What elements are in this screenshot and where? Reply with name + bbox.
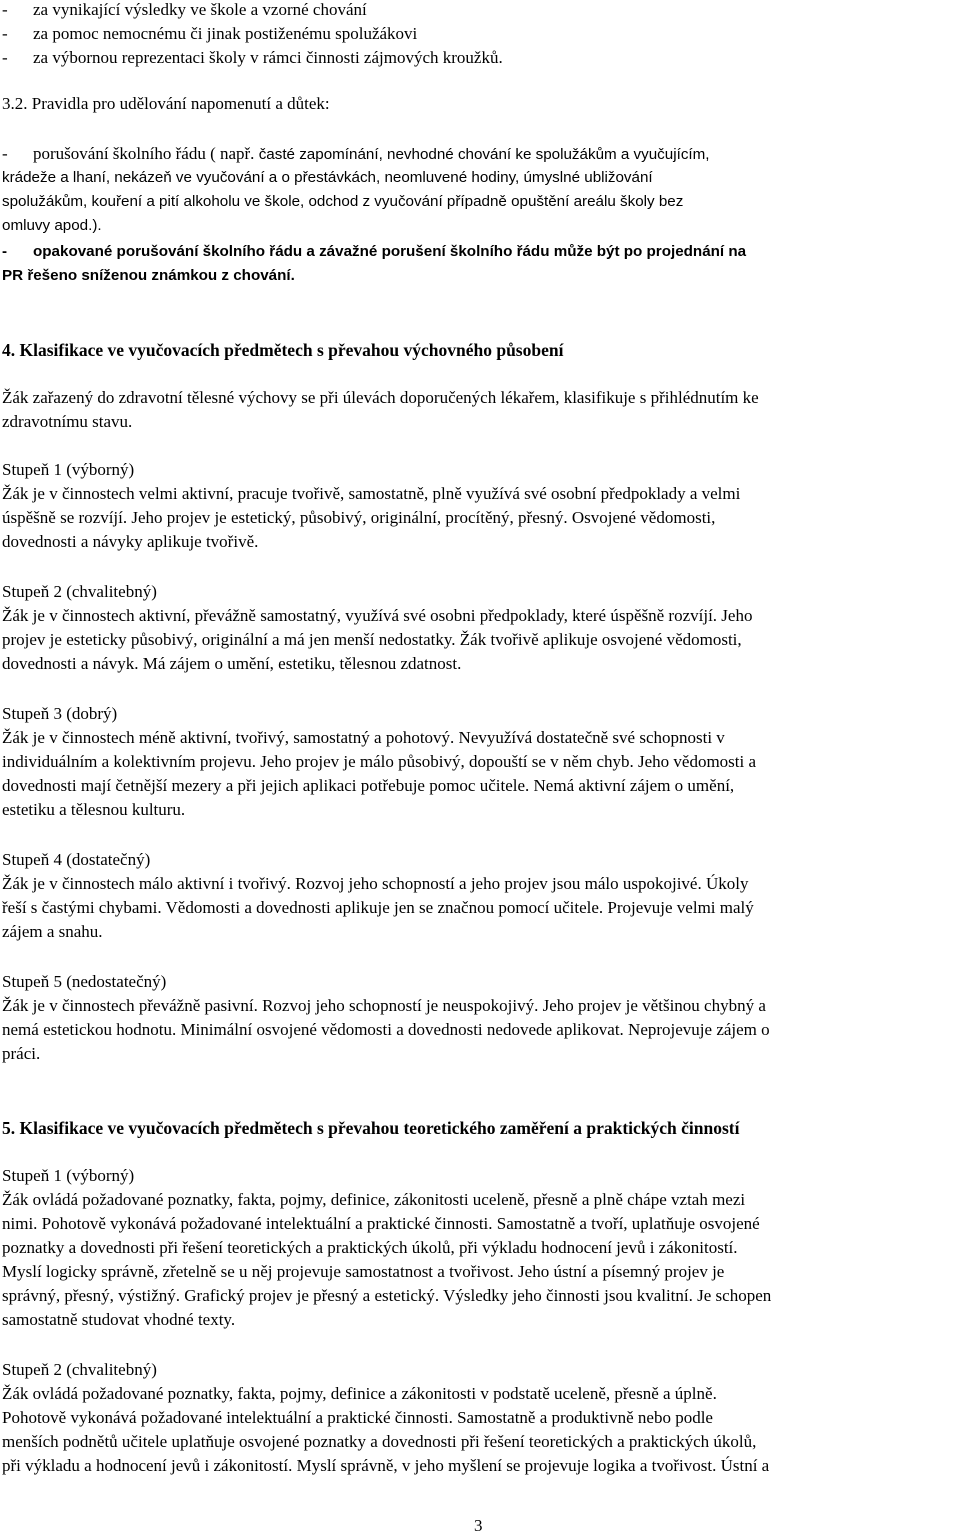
paragraph-line: individuálním a kolektivním projevu. Jeho projev je málo působivý, dopouští se v něm chyb. Jeho vědomosti a (2, 752, 757, 771)
section-5-heading: 5. Klasifikace ve vyučovacích předmětech s převahou teoretického zaměření a praktických činností (2, 1118, 740, 1138)
paragraph-line: Pohotově vykonává požadované intelektuální a praktické činnosti. Samostatně a produktivně nebo podle (2, 1408, 713, 1427)
paragraph-line: správný, přesný, výstižný. Grafický projev je přesný a estetický. Výsledky jeho činnosti jsou kvalitní. Je schopen (2, 1286, 772, 1305)
paragraph-line: Žák ovládá požadované poznatky, fakta, pojmy, definice a zákonitosti v podstatě uceleně, přesně a úplně. (2, 1384, 717, 1403)
list-dash: - (2, 243, 8, 260)
grade-title: Stupeň 4 (dostatečný) (2, 850, 151, 869)
grade-title: Stupeň 5 (nedostatečný) (2, 972, 167, 991)
section-4-heading: 4. Klasifikace ve vyučovacích předmětech s převahou výchovného působení (2, 340, 564, 360)
grade-title: Stupeň 1 (výborný) (2, 1166, 135, 1185)
list-item (33, 142, 710, 167)
paragraph-line: Žák je v činnostech málo aktivní i tvořivý. Rozvoj jeho schopností a jeho projev jsou málo uspokojivé. Úkoly (2, 874, 749, 893)
paragraph-line: Žák je v činnostech velmi aktivní, pracuje tvořivě, samostatně, plně využívá své osobní předpoklady a velmi (2, 484, 741, 503)
paragraph-line: Žák zařazený do zdravotní tělesné výchovy se při úlevách doporučených lékařem, klasifikuje s přihlédnutím ke (2, 388, 759, 407)
item-text: časté zapomínání, nevhodné chování ke spolužákům a vyučujícím, (258, 146, 710, 163)
paragraph-line: řeší s častými chybami. Vědomosti a dovednosti aplikuje jen se značnou pomocí učitele. Projevuje velmi malý (2, 898, 754, 917)
list-dash: - (2, 144, 8, 163)
paragraph-line: úspěšně se rozvíjí. Jeho projev je estetický, působivý, originální, procítěný, přesný. Osvojené vědomosti, (2, 508, 716, 527)
paragraph-line: dovednosti mají četnější mezery a při jejich aplikaci potřebuje pomoc učitele. Nemá aktivní zájem o umění, (2, 776, 735, 795)
list-dash: - (2, 0, 8, 19)
item-lead: porušování školního řádu ( např. (33, 144, 259, 163)
list-item: za vynikající výsledky ve škole a vzorné chování (33, 0, 367, 19)
paragraph-line: práci. (2, 1044, 41, 1063)
paragraph-line: poznatky a dovednosti při řešení teoretických a praktických úkolů, při výkladu hodnocení jevů i zákonitostí. (2, 1238, 738, 1257)
paragraph-line: Žák je v činnostech převážně pasivní. Rozvoj jeho schopností je neuspokojivý. Jeho projev je většinou chybný a (2, 996, 766, 1015)
paragraph-line: při výkladu a hodnocení jevů i zákonitostí. Myslí správně, v jeho myšlení se projevuje logika a tvořivost. Ústní a (2, 1456, 770, 1475)
list-item: opakované porušování školního řádu a závažné porušení školního řádu může být po projednání na (33, 243, 747, 260)
grade-title: Stupeň 3 (dobrý) (2, 704, 118, 723)
grade-title: Stupeň 2 (chvalitebný) (2, 1360, 157, 1379)
paragraph-line: Žák je v činnostech aktivní, převážně samostatný, využívá své osobni předpoklady, které úspěšně rozvíjí. Jeho (2, 606, 753, 625)
grade-title: Stupeň 1 (výborný) (2, 460, 135, 479)
paragraph-line: Žák je v činnostech méně aktivní, tvořivý, samostatný a pohotový. Nevyužívá dostatečně své schopnosti v (2, 728, 725, 747)
paragraph-line: estetiku a tělesnou kulturu. (2, 800, 186, 819)
list-item: za pomoc nemocnému či jinak postiženému spolužákovi (33, 24, 418, 43)
paragraph-line: samostatně studovat vhodné texty. (2, 1310, 236, 1329)
list-dash: - (2, 48, 8, 67)
paragraph-line: nimi. Pohotově vykonává požadované intelektuální a praktické činnosti. Samostatně a tvoří, uplatňuje osvojené (2, 1214, 760, 1233)
grade-title: Stupeň 2 (chvalitebný) (2, 582, 157, 601)
paragraph-line: dovednosti a návyk. Má zájem o umění, estetiku, tělesnou zdatnost. (2, 654, 462, 673)
paragraph-line: projev je esteticky působivý, originální a má jen menší nedostatky. Žák tvořivě aplikuje osvojené vědomosti, (2, 630, 742, 649)
page-number: 3 (474, 1516, 483, 1535)
paragraph-line: dovednosti a návyky aplikuje tvořivě. (2, 532, 259, 551)
list-item: za výbornou reprezentaci školy v rámci činnosti zájmových kroužků. (33, 48, 503, 67)
section-3-2-heading: 3.2. Pravidla pro udělování napomenutí a důtek: (2, 94, 330, 113)
paragraph-line: zájem a snahu. (2, 922, 103, 941)
paragraph-line: Myslí logicky správně, zřetelně se u něj projevuje samostatnost a tvořivost. Jeho ústní a písemný projev je (2, 1262, 725, 1281)
paragraph-line: Žák ovládá požadované poznatky, fakta, pojmy, definice, zákonitosti uceleně, přesně a plně chápe vztah mezi (2, 1190, 746, 1209)
list-dash: - (2, 24, 8, 43)
paragraph-line: krádeže a lhaní, nekázeň ve vyučování a o přestávkách, neomluvené hodiny, úmyslné ubližování (2, 169, 653, 186)
paragraph-line: nemá estetickou hodnotu. Minimální osvojené vědomosti a dovednosti nedovede aplikovat. Neprojevuje zájem o (2, 1020, 770, 1039)
paragraph-line: menších podnětů učitele uplatňuje osvojené poznatky a dovednosti při řešení teoretických a praktických úkolů, (2, 1432, 757, 1451)
paragraph-line: PR řešeno sníženou známkou z chování. (2, 267, 295, 284)
paragraph-line: omluvy apod.). (2, 217, 102, 234)
paragraph-line: spolužákům, kouření a pití alkoholu ve škole, odchod z vyučování případně opuštění areálu školy bez (2, 193, 684, 210)
paragraph-line: zdravotnímu stavu. (2, 412, 133, 431)
